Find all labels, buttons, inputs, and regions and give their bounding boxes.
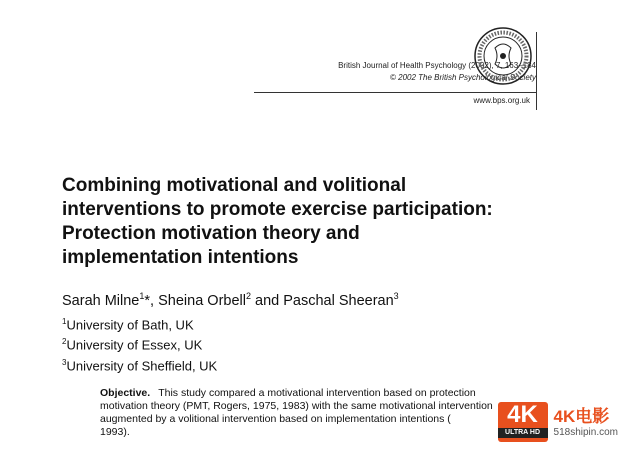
author-list [62, 291, 399, 309]
title-line: interventions to promote exercise participation: [62, 199, 493, 220]
watermark-site: 518shipin.com [553, 426, 618, 438]
author-and: and [250, 292, 284, 309]
bps-seal-icon [473, 26, 533, 86]
affiliation-sup: 3 [62, 357, 67, 367]
affiliation [62, 333, 217, 353]
author-name: Paschal Sheeran [283, 292, 394, 309]
author-name: Sheina Orbell [158, 292, 246, 309]
watermark-brand: 4K电影 [553, 406, 610, 426]
abstract-label: Objective. [100, 387, 151, 399]
watermark-text [554, 407, 618, 438]
affiliation-text: University of Sheffield, UK [66, 357, 218, 373]
affiliation-sup: 2 [62, 337, 67, 347]
watermark-badge-text: 4K [507, 401, 538, 428]
header-rule [254, 92, 536, 93]
copyright-line: © 2002 The British Psychological Society [390, 73, 536, 82]
affiliation-text: University of Essex, UK [66, 337, 203, 353]
author-affil-sup: 2 [245, 291, 251, 301]
abstract-line: augmented by a volitional intervention based on implementation intentions ( [100, 413, 451, 425]
affiliation [62, 313, 217, 333]
abstract-text: This study compared a motivational intervention based on protection [158, 387, 476, 399]
watermark [498, 402, 618, 442]
affiliation-sup: 1 [62, 317, 67, 326]
author-separator: , [150, 292, 159, 309]
watermark-badge-sub: ULTRA HD [498, 428, 548, 438]
title-line: implementation intentions [62, 247, 299, 268]
abstract-line: motivation theory (PMT, Rogers, 1975, 1983) with the same motivational intervention [100, 400, 493, 412]
corresponding-mark: * [144, 292, 151, 309]
paper-title [62, 174, 582, 270]
publisher-url[interactable]: www.bps.org.uk [473, 96, 530, 105]
abstract-line [100, 387, 530, 400]
journal-citation: British Journal of Health Psychology (2002), 7, 163–184 [338, 61, 536, 70]
title-line: Protection motivation theory and [62, 223, 360, 244]
affiliation-text: University of Bath, UK [66, 317, 194, 333]
affiliation [62, 354, 217, 374]
abstract [100, 387, 530, 439]
header-rule-vertical [536, 32, 537, 110]
title-line: Combining motivational and volitional [62, 175, 407, 196]
author-affil-sup: 1 [139, 291, 145, 301]
abstract-line: 1993). [100, 426, 130, 438]
affiliation-list [62, 313, 217, 374]
author-name: Sarah Milne [62, 292, 140, 309]
author-affil-sup: 3 [393, 291, 399, 301]
watermark-badge [498, 402, 548, 442]
